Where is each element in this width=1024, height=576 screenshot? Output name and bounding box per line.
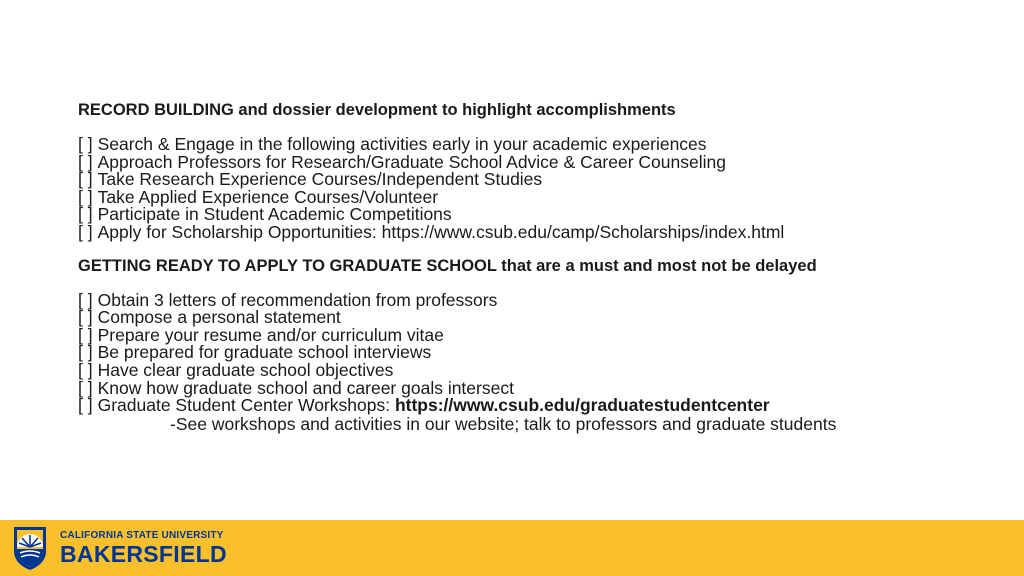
csub-shield-icon xyxy=(12,525,48,571)
university-name: CALIFORNIA STATE UNIVERSITY xyxy=(60,530,224,541)
slide-content xyxy=(78,100,998,433)
checkbox-marker: [ ] xyxy=(78,342,93,363)
checkbox-marker: [ ] xyxy=(78,395,93,416)
checklist-item-text: Obtain 3 letters of recommendation from professors xyxy=(97,289,498,310)
graduate-school-heading: GETTING READY TO APPLY TO GRADUATE SCHOOL that are a must and most not be delayed xyxy=(78,256,817,275)
checklist-item-text: Approach Professors for Research/Graduate School Advice & Career Counseling xyxy=(97,151,726,172)
campus-name: BAKERSFIELD xyxy=(60,541,227,567)
checklist-item-text: Know how graduate school and career goals intersect xyxy=(97,377,514,398)
checkbox-marker: [ ] xyxy=(78,204,93,225)
checklist-item-text: Take Research Experience Courses/Independent Studies xyxy=(97,169,543,190)
checkbox-marker: [ ] xyxy=(78,134,93,154)
checkbox-marker: [ ] xyxy=(78,307,93,328)
checkbox-marker: [ ] xyxy=(78,324,93,345)
checkbox-marker: [ ] xyxy=(78,186,93,207)
record-building-checklist xyxy=(78,136,998,242)
workshops-label: Graduate Student Center Workshops: xyxy=(97,395,395,416)
checklist-item-text: Search & Engage in the following activities early in your academic experiences xyxy=(97,134,707,154)
checkbox-marker: [ ] xyxy=(78,169,93,190)
record-building-heading: RECORD BUILDING and dossier development to highlight accomplishments xyxy=(78,101,676,119)
checkbox-marker: [ ] xyxy=(78,289,93,310)
checklist-item-text: Compose a personal statement xyxy=(97,307,341,328)
logo-wordmark xyxy=(60,530,227,566)
footer-bar xyxy=(0,520,1024,576)
checklist-item-text: Have clear graduate school objectives xyxy=(97,359,394,380)
checkbox-marker: [ ] xyxy=(78,221,93,242)
checklist-item xyxy=(78,221,998,242)
graduate-school-checklist xyxy=(78,289,998,416)
checkbox-marker: [ ] xyxy=(78,151,93,172)
checklist-item-workshops xyxy=(78,397,998,415)
checklist-item-text: Be prepared for graduate school interviews xyxy=(97,342,432,363)
checklist-item-text: Participate in Student Academic Competitions xyxy=(97,204,452,225)
csub-logo xyxy=(12,524,227,572)
checklist-item-text: Apply for Scholarship Opportunities: https://www.csub.edu/camp/Scholarships/index.html xyxy=(97,221,785,242)
graduate-student-center-link[interactable]: https://www.csub.edu/graduatestudentcenter xyxy=(394,395,770,416)
checklist-item-text: Take Applied Experience Courses/Volunteer xyxy=(97,186,439,207)
checklist-item-text: Prepare your resume and/or curriculum vitae xyxy=(97,324,444,345)
checkbox-marker: [ ] xyxy=(78,377,93,398)
workshops-note: -See workshops and activities in our website; talk to professors and graduate students xyxy=(170,413,837,434)
checkbox-marker: [ ] xyxy=(78,359,93,380)
